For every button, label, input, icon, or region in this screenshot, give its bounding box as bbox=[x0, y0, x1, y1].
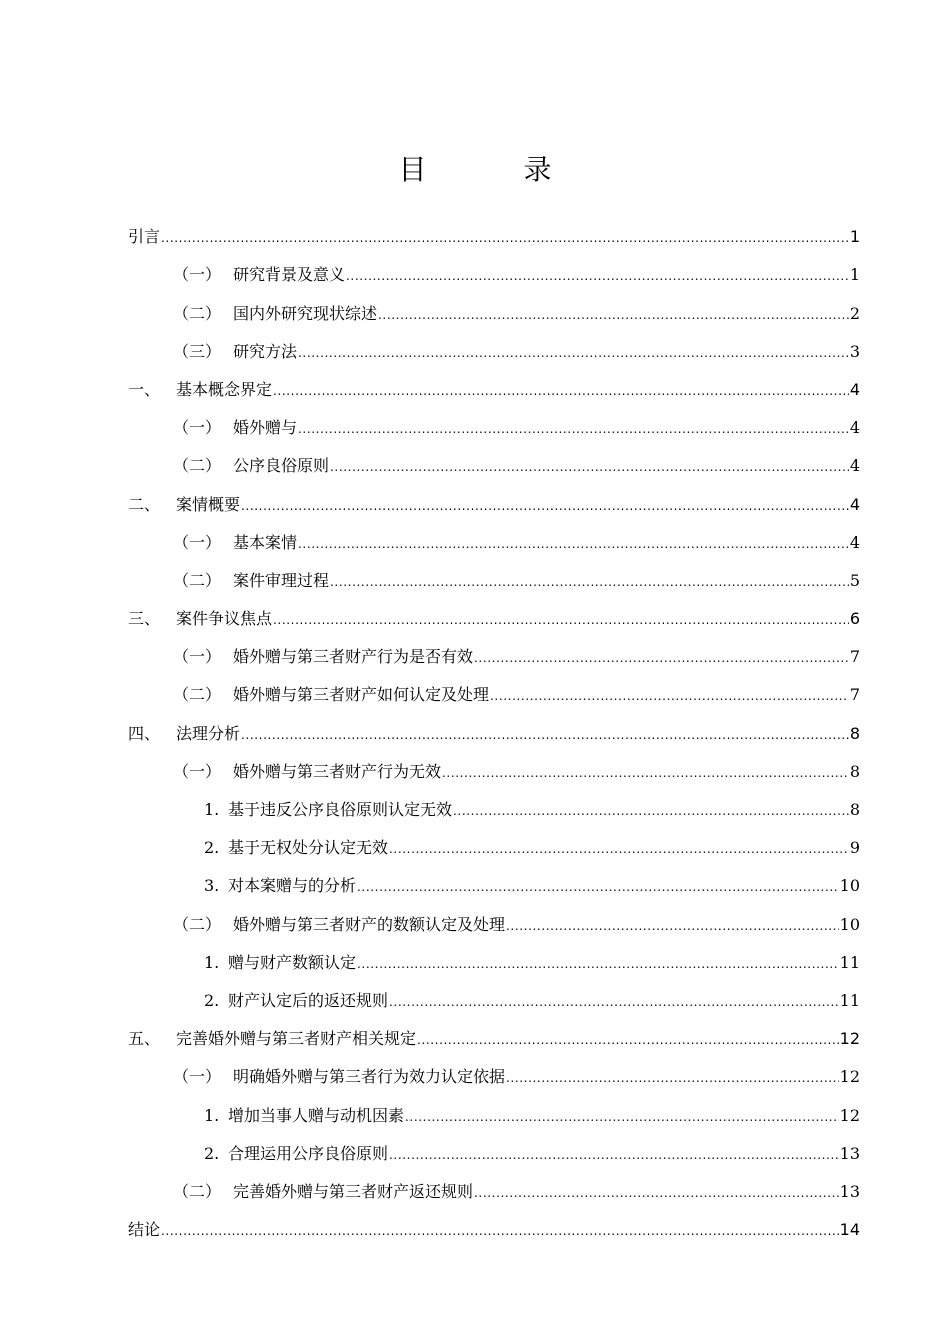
dot-leader bbox=[273, 610, 849, 624]
toc-entry-title: 增加当事人赠与动机因素 bbox=[228, 1105, 405, 1125]
dot-leader bbox=[506, 1068, 839, 1082]
toc-entry[interactable] bbox=[128, 294, 860, 332]
toc-entry-title: 合理运用公序良俗原则 bbox=[228, 1143, 389, 1163]
toc-entry-page: 3 bbox=[849, 341, 860, 361]
toc-entry-title: 法理分析 bbox=[176, 723, 241, 743]
toc-entry-page: 14 bbox=[839, 1220, 860, 1240]
toc-entry-title: 婚外赠与 bbox=[233, 418, 298, 438]
toc-entry[interactable] bbox=[128, 371, 860, 409]
dot-leader bbox=[506, 916, 839, 930]
toc-entry-page: 9 bbox=[849, 838, 860, 858]
toc-entry-number: （一） bbox=[173, 265, 222, 285]
toc-entry-page: 10 bbox=[839, 876, 860, 896]
dot-leader bbox=[346, 266, 849, 280]
toc-entry-page: 11 bbox=[839, 952, 860, 972]
toc-entry[interactable] bbox=[128, 218, 860, 256]
toc-entry[interactable] bbox=[128, 600, 860, 638]
toc-entry[interactable] bbox=[128, 524, 860, 562]
toc-entry-number: 一、 bbox=[128, 379, 161, 399]
toc-entry-page: 4 bbox=[849, 532, 860, 552]
toc-entry-page: 5 bbox=[849, 570, 860, 590]
toc-entry-number: （二） bbox=[173, 303, 222, 323]
toc-entry-title: 研究背景及意义 bbox=[233, 265, 346, 285]
toc-entry-title: 婚外赠与第三者财产行为无效 bbox=[233, 761, 442, 781]
dot-leader bbox=[330, 457, 849, 471]
dot-leader bbox=[298, 343, 849, 357]
toc-entry-number: （二） bbox=[173, 456, 222, 476]
toc-entry-number: （二） bbox=[173, 1181, 222, 1201]
toc-entry-page: 8 bbox=[849, 723, 860, 743]
toc-entry[interactable] bbox=[128, 447, 860, 485]
toc-entry-number: （一） bbox=[173, 418, 222, 438]
toc-entry-title: 案情概要 bbox=[176, 494, 241, 514]
toc-entry[interactable] bbox=[128, 638, 860, 676]
toc-entry-page: 7 bbox=[849, 685, 860, 705]
toc-entry-page: 4 bbox=[849, 379, 860, 399]
toc-entry-page: 13 bbox=[839, 1143, 860, 1163]
toc-entry-number: （一） bbox=[173, 647, 222, 667]
toc-entry[interactable] bbox=[128, 753, 860, 791]
toc-entry-title: 引言 bbox=[128, 227, 161, 247]
toc-entry[interactable] bbox=[128, 1096, 860, 1134]
toc-entry[interactable] bbox=[128, 714, 860, 752]
toc-entry-page: 8 bbox=[849, 761, 860, 781]
dot-leader bbox=[490, 686, 849, 700]
toc-entry-title: 婚外赠与第三者财产如何认定及处理 bbox=[233, 685, 490, 705]
toc-entry-title: 结论 bbox=[128, 1220, 161, 1240]
toc-entry-title: 婚外赠与第三者财产行为是否有效 bbox=[233, 647, 474, 667]
toc-entry-number: （三） bbox=[173, 341, 222, 361]
toc-entry-number: 五、 bbox=[128, 1029, 161, 1049]
dot-leader bbox=[453, 801, 849, 815]
dot-leader bbox=[241, 725, 849, 739]
toc-entry-page: 10 bbox=[839, 914, 860, 934]
dot-leader bbox=[417, 1030, 839, 1044]
toc-entry-title: 婚外赠与第三者财产的数额认定及处理 bbox=[233, 914, 506, 934]
toc-entry[interactable] bbox=[128, 409, 860, 447]
dot-leader bbox=[378, 305, 849, 319]
toc-entry-page: 8 bbox=[849, 800, 860, 819]
toc-entry-title: 基本案情 bbox=[233, 532, 298, 552]
toc-entry-number: 2. bbox=[204, 990, 220, 1010]
toc-entry-page: 2 bbox=[849, 303, 860, 323]
dot-leader bbox=[389, 1145, 839, 1159]
toc-entry[interactable] bbox=[128, 1058, 860, 1096]
toc-entry[interactable] bbox=[128, 867, 860, 905]
toc-entry-number: （二） bbox=[173, 685, 222, 705]
dot-leader bbox=[161, 1221, 839, 1235]
toc-entry[interactable] bbox=[128, 1211, 860, 1249]
dot-leader bbox=[357, 954, 839, 968]
dot-leader bbox=[241, 496, 849, 510]
toc-entry-title: 基于违反公序良俗原则认定无效 bbox=[228, 800, 453, 819]
dot-leader bbox=[161, 228, 849, 242]
toc-entry-page: 1 bbox=[849, 265, 860, 285]
dot-leader bbox=[389, 992, 839, 1006]
dot-leader bbox=[298, 419, 849, 433]
toc-entry-title: 基本概念界定 bbox=[176, 379, 273, 399]
toc-entry-page: 12 bbox=[839, 1029, 860, 1049]
toc-entry-title: 国内外研究现状综述 bbox=[233, 303, 378, 323]
toc-entry-page: 1 bbox=[849, 227, 860, 247]
dot-leader bbox=[357, 877, 839, 891]
dot-leader bbox=[389, 839, 849, 853]
toc-entry-number: （一） bbox=[173, 761, 222, 781]
toc-entry-number: 1. bbox=[204, 952, 220, 972]
toc-entry-number: （一） bbox=[173, 1067, 222, 1087]
dot-leader bbox=[405, 1107, 839, 1121]
toc-entry-page: 4 bbox=[849, 494, 860, 514]
toc-entry-number: 3. bbox=[204, 876, 220, 896]
toc-entry-title: 案件审理过程 bbox=[233, 570, 330, 590]
toc-entry-number: 1. bbox=[204, 800, 220, 819]
dot-leader bbox=[442, 763, 849, 777]
toc-entry[interactable] bbox=[128, 791, 860, 829]
dot-leader bbox=[474, 648, 849, 662]
toc-entry[interactable] bbox=[128, 256, 860, 294]
toc-entry[interactable] bbox=[128, 1173, 860, 1211]
toc-entry-page: 6 bbox=[849, 609, 860, 629]
page-title: 目 录 bbox=[398, 153, 596, 186]
toc-entry[interactable] bbox=[128, 905, 860, 943]
toc-entry-title: 基于无权处分认定无效 bbox=[228, 838, 389, 858]
toc-entry-number: 四、 bbox=[128, 723, 161, 743]
toc-entry[interactable] bbox=[128, 333, 860, 371]
toc-entry-number: 二、 bbox=[128, 494, 161, 514]
toc-entry-page: 4 bbox=[849, 418, 860, 438]
toc-entry[interactable] bbox=[128, 485, 860, 523]
dot-leader bbox=[330, 572, 849, 586]
toc-entry-title: 公序良俗原则 bbox=[233, 456, 330, 476]
toc-entry[interactable] bbox=[128, 1135, 860, 1173]
toc-entry-title: 对本案赠与的分析 bbox=[228, 876, 357, 896]
toc-entry[interactable] bbox=[128, 676, 860, 714]
toc-entry-title: 研究方法 bbox=[233, 341, 298, 361]
toc-entry-number: （一） bbox=[173, 532, 222, 552]
toc-entry-page: 11 bbox=[839, 990, 860, 1010]
toc-entry[interactable] bbox=[128, 1020, 860, 1058]
toc-entry-title: 完善婚外赠与第三者财产返还规则 bbox=[233, 1181, 474, 1201]
dot-leader bbox=[298, 534, 849, 548]
toc-entry-page: 7 bbox=[849, 647, 860, 667]
toc-entry-title: 明确婚外赠与第三者行为效力认定依据 bbox=[233, 1067, 506, 1087]
table-of-contents bbox=[128, 218, 860, 1249]
toc-entry-number: 三、 bbox=[128, 609, 161, 629]
toc-entry-title: 财产认定后的返还规则 bbox=[228, 990, 389, 1010]
toc-entry-number: （二） bbox=[173, 914, 222, 934]
toc-entry[interactable] bbox=[128, 562, 860, 600]
toc-entry-number: 2. bbox=[204, 1143, 220, 1163]
toc-entry-number: 2. bbox=[204, 838, 220, 858]
toc-entry-title: 案件争议焦点 bbox=[176, 609, 273, 629]
toc-entry[interactable] bbox=[128, 944, 860, 982]
toc-entry-title: 完善婚外赠与第三者财产相关规定 bbox=[176, 1029, 417, 1049]
toc-entry[interactable] bbox=[128, 982, 860, 1020]
toc-entry-page: 13 bbox=[839, 1181, 860, 1201]
toc-entry-number: 1. bbox=[204, 1105, 220, 1125]
dot-leader bbox=[273, 381, 849, 395]
dot-leader bbox=[474, 1183, 839, 1197]
toc-entry-title: 赠与财产数额认定 bbox=[228, 952, 357, 972]
toc-entry-number: （二） bbox=[173, 570, 222, 590]
toc-entry[interactable] bbox=[128, 829, 860, 867]
toc-entry-page: 12 bbox=[839, 1105, 860, 1125]
toc-entry-page: 12 bbox=[839, 1067, 860, 1087]
toc-entry-page: 4 bbox=[849, 456, 860, 476]
